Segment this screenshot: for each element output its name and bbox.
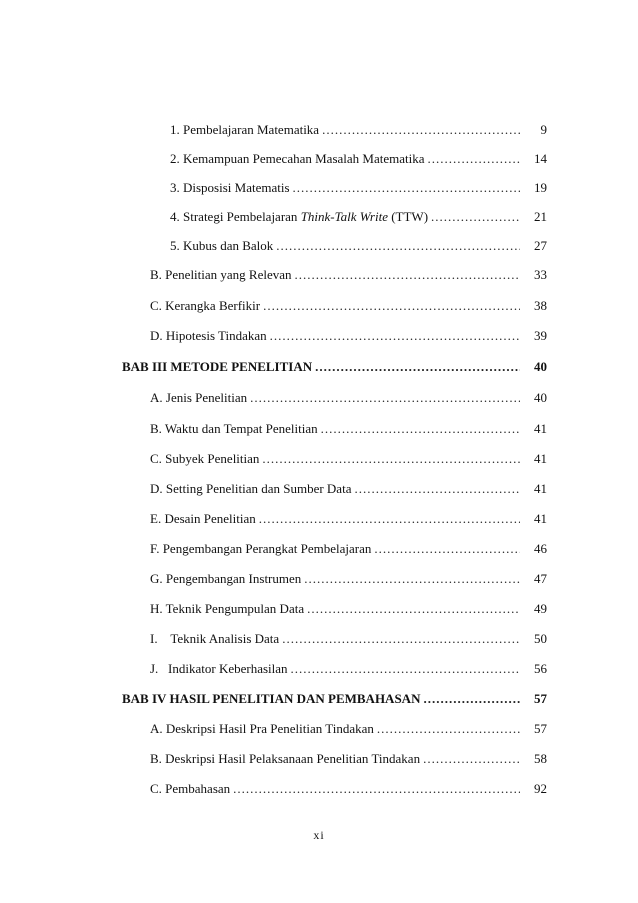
toc-entry-page: 19 <box>534 180 547 195</box>
toc-chapter-entry <box>122 358 547 376</box>
dot-leader <box>423 690 520 708</box>
toc-entry-label: B. Deskripsi Hasil Pelaksanaan Penelitian Tindakan <box>150 751 421 766</box>
toc-entry-page: 9 <box>540 122 547 137</box>
toc-entry <box>150 327 547 345</box>
toc-entry-label: 1. Pembelajaran Matematika <box>170 122 320 137</box>
toc-entry-label: G. Pengembangan Instrumen <box>150 571 302 586</box>
toc-entry <box>170 179 547 197</box>
toc-entry-page: 21 <box>534 209 547 224</box>
dot-leader <box>295 266 520 284</box>
toc-entry-label: B. Waktu dan Tempat Penelitian <box>150 421 318 436</box>
toc-entry-page: 57 <box>534 691 547 706</box>
dot-leader <box>322 121 520 139</box>
toc-entry-label: B. Penelitian yang Relevan <box>150 267 292 282</box>
dot-leader <box>233 780 520 798</box>
toc-entry-label: C. Subyek Penelitian <box>150 451 260 466</box>
toc-entry <box>150 510 547 528</box>
toc-entry-page: 27 <box>534 238 547 253</box>
dot-leader <box>304 570 520 588</box>
toc-entry <box>150 720 547 738</box>
toc-entry-label: BAB IV HASIL PENELITIAN DAN PEMBAHASAN <box>122 691 421 706</box>
toc-entry-label: C. Pembahasan <box>150 781 231 796</box>
dot-leader <box>354 480 520 498</box>
toc-entry <box>150 480 547 498</box>
dot-leader <box>293 179 520 197</box>
toc-entry-page: 38 <box>534 298 547 313</box>
toc-entry-label: E. Desain Penelitian <box>150 511 256 526</box>
toc-entry <box>150 389 547 407</box>
dot-leader <box>423 750 520 768</box>
toc-entry-page: 14 <box>534 151 547 166</box>
toc-entry-page: 50 <box>534 631 547 646</box>
toc-entry-page: 39 <box>534 328 547 343</box>
toc-entry <box>150 570 547 588</box>
toc-entry-label: 3. Disposisi Matematis <box>170 180 290 195</box>
toc-entry <box>150 450 547 468</box>
toc-entry-page: 40 <box>534 390 547 405</box>
dot-leader <box>263 297 520 315</box>
toc-entry <box>170 208 547 226</box>
toc-entry-page: 33 <box>534 267 547 282</box>
toc-entry-page: 57 <box>534 721 547 736</box>
toc-entry-page: 41 <box>534 481 547 496</box>
toc-entry-label: F. Pengembangan Perangkat Pembelajaran <box>150 541 372 556</box>
toc-entry <box>150 630 547 648</box>
dot-leader <box>315 358 520 376</box>
dot-leader <box>428 150 521 168</box>
toc-entry-page: 41 <box>534 511 547 526</box>
toc-entry <box>150 540 547 558</box>
toc-entry-page: 41 <box>534 421 547 436</box>
dot-leader <box>282 630 520 648</box>
toc-entry <box>150 600 547 618</box>
toc-entry-page: 47 <box>534 571 547 586</box>
toc-entry <box>150 297 547 315</box>
toc-entry-label: A. Jenis Penelitian <box>150 390 248 405</box>
toc-entry <box>170 150 547 168</box>
dot-leader <box>270 327 520 345</box>
toc-entry-label: 2. Kemampuan Pemecahan Masalah Matematika <box>170 151 425 166</box>
toc-entry-label: H. Teknik Pengumpulan Data <box>150 601 305 616</box>
dot-leader <box>291 660 520 678</box>
toc-entry-label: D. Hipotesis Tindakan <box>150 328 267 343</box>
toc-entry <box>170 121 547 139</box>
dot-leader <box>374 540 520 558</box>
page-number-footer: xi <box>313 828 325 842</box>
toc-entry-label: D. Setting Penelitian dan Sumber Data <box>150 481 352 496</box>
toc-entry <box>150 420 547 438</box>
toc-entry-page: 49 <box>534 601 547 616</box>
toc-entry-label: A. Deskripsi Hasil Pra Penelitian Tindakan <box>150 721 374 736</box>
dot-leader <box>307 600 520 618</box>
toc-entry-page: 40 <box>534 359 547 374</box>
toc-entry <box>150 750 547 768</box>
toc-entry <box>150 660 547 678</box>
toc-entry-label: J. Indikator Keberhasilan <box>150 661 288 676</box>
label-text: 4. Strategi Pembelajaran <box>170 209 301 224</box>
dot-leader <box>321 420 520 438</box>
toc-entry-label <box>170 208 428 226</box>
toc-entry-label: 5. Kubus dan Balok <box>170 238 274 253</box>
label-text: (TTW) <box>387 209 429 224</box>
dot-leader <box>276 237 520 255</box>
toc-entry <box>170 237 547 255</box>
toc-entry-page: 58 <box>534 751 547 766</box>
toc-entry <box>150 780 547 798</box>
dot-leader <box>262 450 520 468</box>
toc-entry-label: BAB III METODE PENELITIAN <box>122 359 313 374</box>
dot-leader <box>431 208 520 226</box>
dot-leader <box>250 389 520 407</box>
dot-leader <box>377 720 520 738</box>
toc-entry-page: 92 <box>534 781 547 796</box>
toc-entry-page: 46 <box>534 541 547 556</box>
toc-entry-label: I. Teknik Analisis Data <box>150 631 280 646</box>
toc-entry <box>150 266 547 284</box>
toc-entry-label: C. Kerangka Berfikir <box>150 298 261 313</box>
label-italic-text: Think-Talk Write <box>300 209 388 224</box>
toc-chapter-entry <box>122 690 547 708</box>
toc-entry-page: 41 <box>534 451 547 466</box>
dot-leader <box>259 510 520 528</box>
toc-entry-page: 56 <box>534 661 547 676</box>
